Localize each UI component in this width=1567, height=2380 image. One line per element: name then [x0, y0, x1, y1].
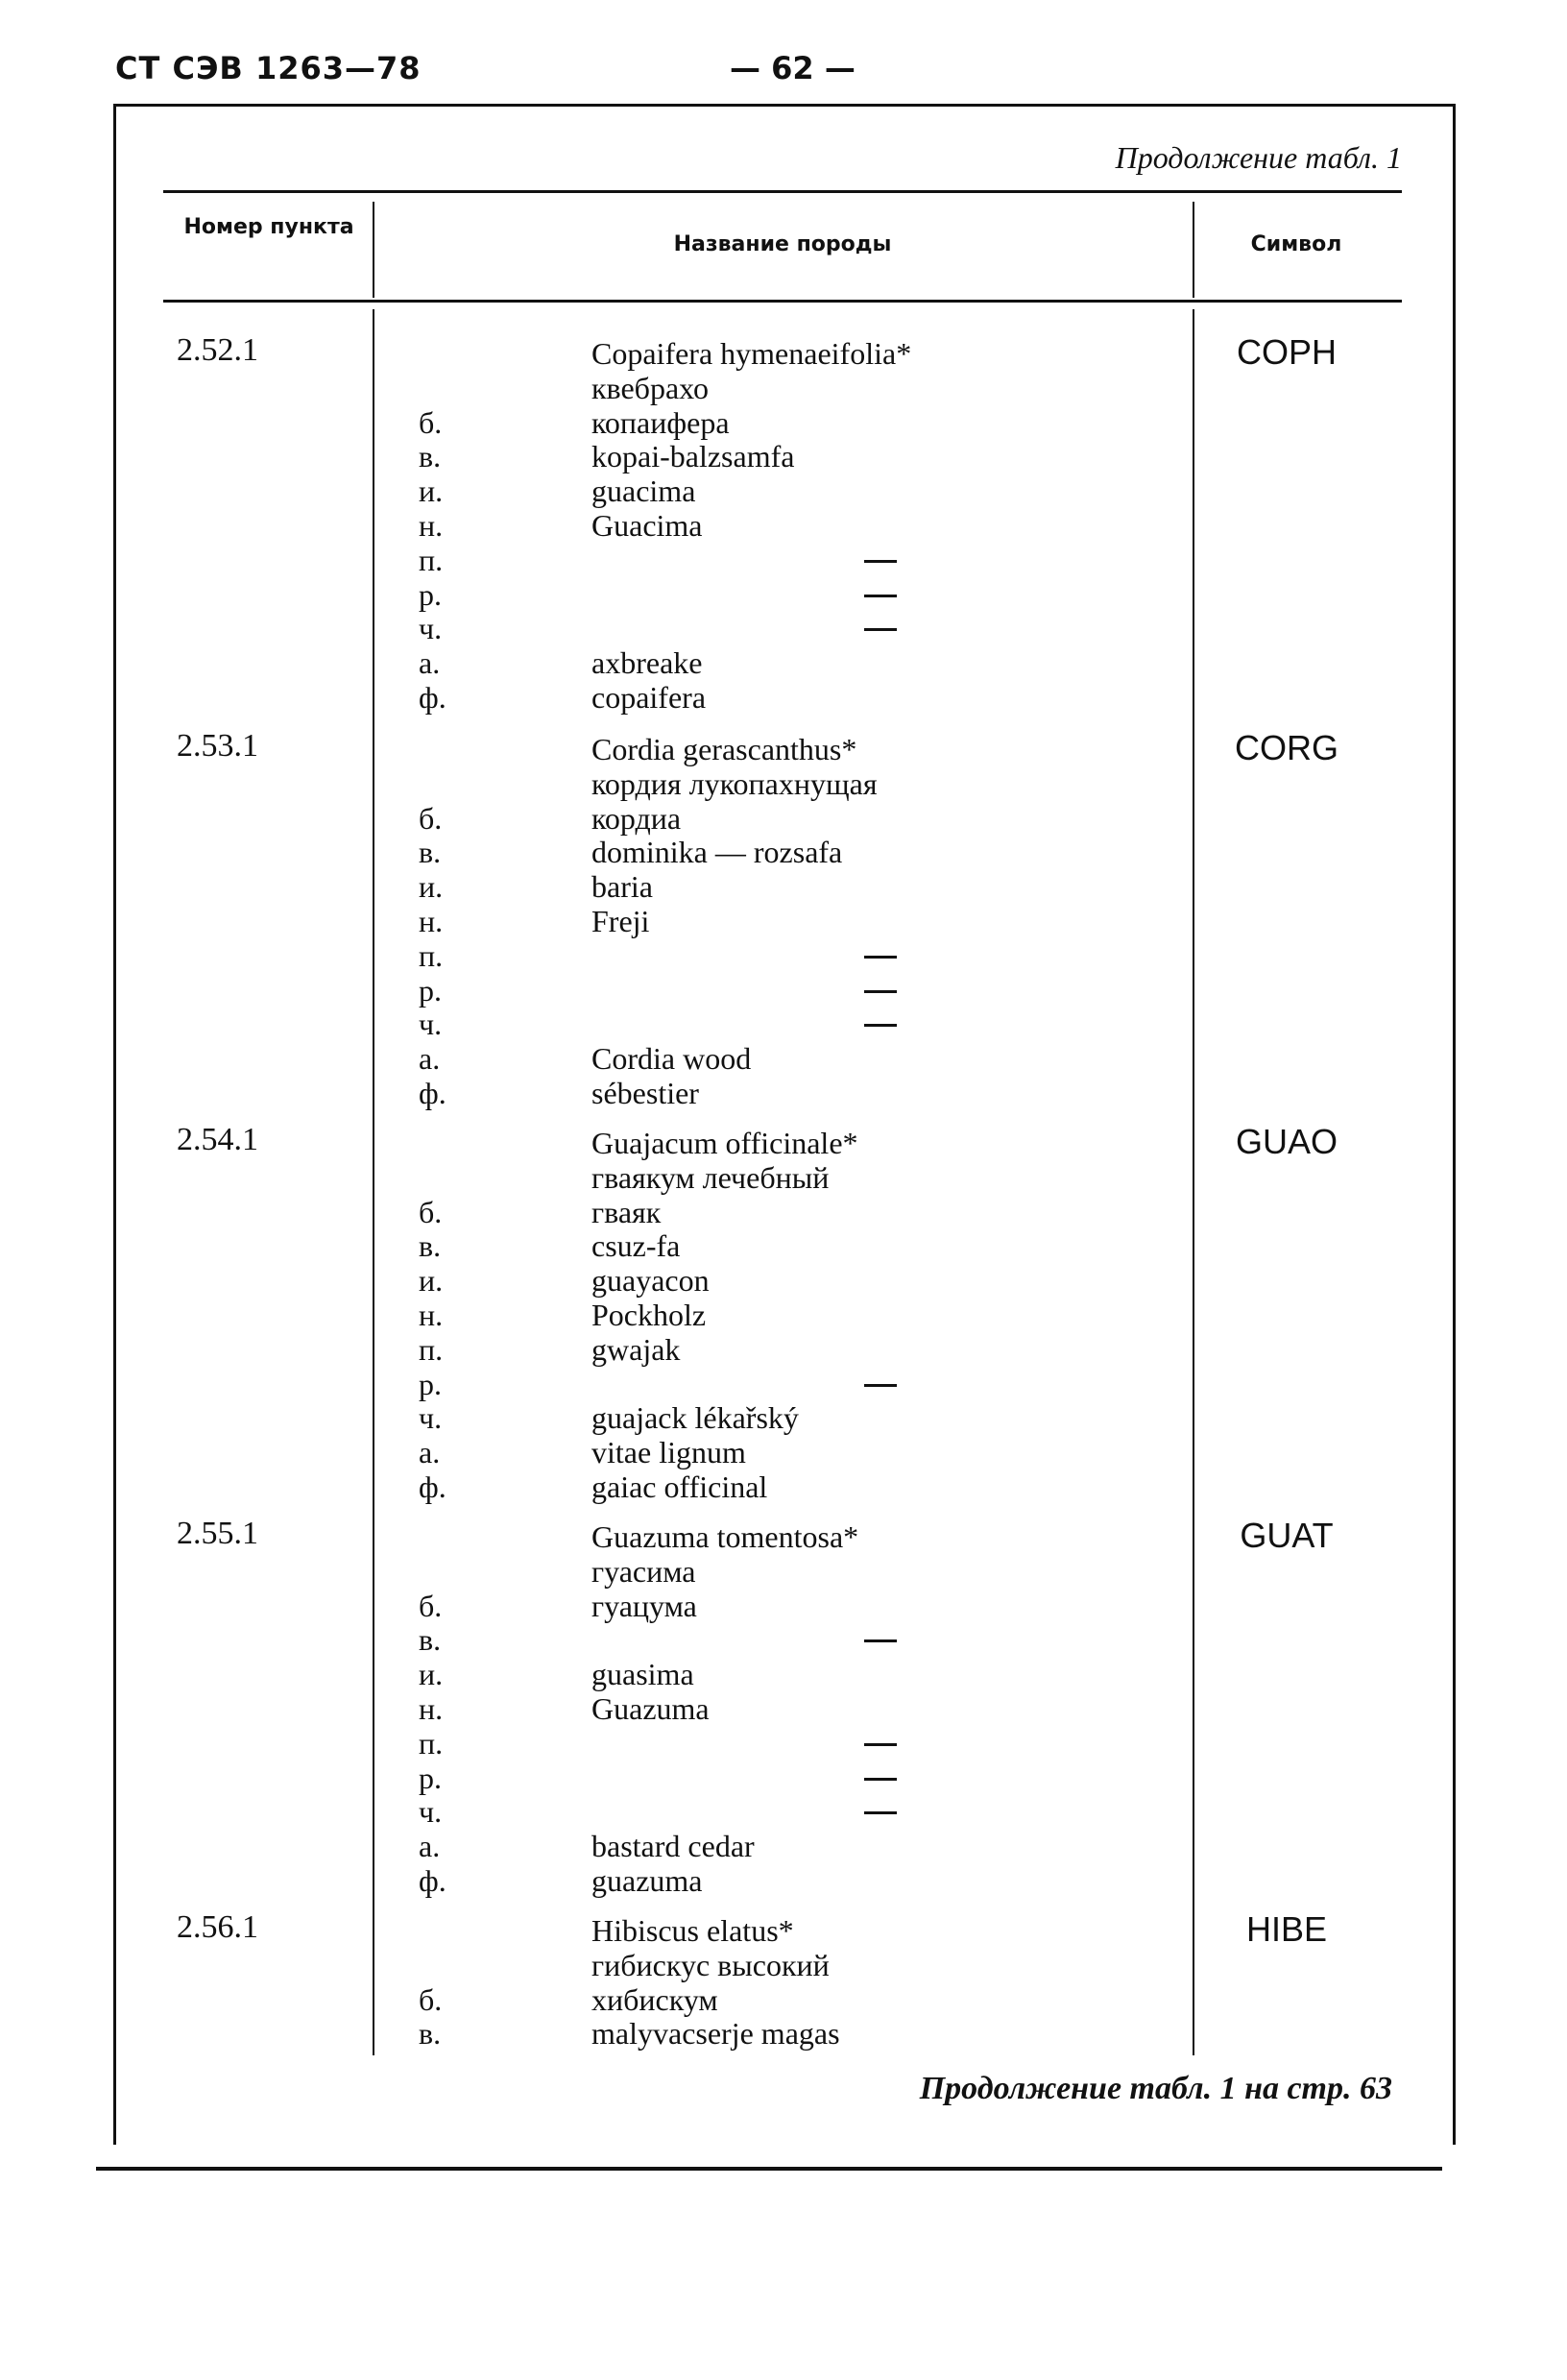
- species-local-name: guayacon: [591, 1263, 710, 1299]
- no-name-dash: [864, 1639, 897, 1642]
- species-local-name: sébestier: [591, 1076, 699, 1110]
- page-number: — 62 —: [730, 50, 856, 86]
- language-code: п.: [419, 542, 444, 577]
- header-divider-2: [1193, 202, 1194, 298]
- entry-symbol: HIBE: [1245, 1909, 1328, 1949]
- entry-number: 2.55.1: [177, 1516, 258, 1551]
- species-local-name: хибискум: [591, 1981, 718, 2017]
- entry-symbol: GUAO: [1235, 1122, 1338, 1161]
- language-code: н.: [419, 508, 444, 543]
- language-code: ч.: [419, 1400, 443, 1436]
- table-continuation-heading: Продолжение табл. 1: [1115, 140, 1402, 175]
- species-local-name: bastard cedar: [591, 1829, 755, 1864]
- language-code: п.: [419, 1331, 444, 1367]
- species-latin-name: Cordia gerascanthus*: [591, 732, 857, 766]
- no-name-dash: [864, 1384, 897, 1387]
- language-code: б.: [419, 800, 443, 836]
- species-local-name: csuz-fa: [591, 1228, 681, 1264]
- no-name-dash: [864, 956, 897, 959]
- species-local-name: guajack lékařský: [591, 1400, 799, 1436]
- species-local-name: гуасима: [591, 1553, 696, 1589]
- entry-symbol: COPH: [1236, 332, 1337, 372]
- species-local-name: guacima: [591, 474, 696, 509]
- language-code: ф.: [419, 1469, 446, 1504]
- no-name-dash: [864, 1778, 897, 1781]
- language-code: р.: [419, 1366, 442, 1401]
- species-local-name: malyvacserje magas: [591, 2016, 840, 2052]
- language-code: а.: [419, 645, 441, 681]
- language-code: а.: [419, 1829, 441, 1864]
- no-name-dash: [864, 628, 897, 631]
- language-code: ф.: [419, 1863, 446, 1898]
- entry-number: 2.52.1: [177, 332, 258, 368]
- species-local-name: Guacima: [591, 508, 703, 543]
- language-code: и.: [419, 474, 444, 509]
- species-local-name: Pockholz: [591, 1298, 707, 1332]
- language-code: в.: [419, 2016, 442, 2052]
- table-continuation-footer: Продолжение табл. 1 на стр. 63: [919, 2071, 1392, 2106]
- no-name-dash: [864, 595, 897, 597]
- frame-right-border: [1453, 104, 1456, 2145]
- language-code: ф.: [419, 680, 446, 715]
- language-code: н.: [419, 1691, 444, 1726]
- column-divider-1: [373, 309, 374, 2055]
- language-code: б.: [419, 1194, 443, 1229]
- species-local-name: Cordia wood: [591, 1041, 752, 1077]
- no-name-dash: [864, 560, 897, 563]
- language-code: б.: [419, 1981, 443, 2017]
- entry-number: 2.56.1: [177, 1909, 258, 1945]
- language-code: б.: [419, 1588, 443, 1623]
- language-code: б.: [419, 404, 443, 440]
- entry-number: 2.53.1: [177, 728, 258, 764]
- species-local-name: копаифера: [591, 404, 730, 440]
- species-latin-name: Hibiscus elatus*: [591, 1913, 794, 1948]
- standard-code: СТ СЭВ 1263—78: [115, 50, 422, 86]
- species-local-name: guazuma: [591, 1863, 703, 1898]
- column-header-number: Номер пункта: [183, 215, 354, 239]
- species-latin-name: Copaifera hymenaeifolia*: [591, 336, 912, 371]
- species-local-name: гибискус высокий: [591, 1947, 830, 1982]
- language-code: в.: [419, 439, 442, 474]
- species-local-name: кордия лукопахнущая: [591, 765, 878, 801]
- entry-number: 2.54.1: [177, 1122, 258, 1157]
- language-code: р.: [419, 576, 442, 612]
- language-code: а.: [419, 1041, 441, 1077]
- language-code: ч.: [419, 611, 443, 646]
- language-code: в.: [419, 835, 442, 870]
- frame-bottom-border: [96, 2167, 1442, 2171]
- column-divider-2: [1193, 309, 1194, 2055]
- species-local-name: axbreake: [591, 645, 703, 681]
- species-local-name: Guazuma: [591, 1691, 710, 1726]
- entry-symbol: GUAT: [1240, 1516, 1334, 1555]
- column-header-symbol: Символ: [1250, 232, 1342, 256]
- species-latin-name: Guajacum officinale*: [591, 1126, 858, 1160]
- no-name-dash: [864, 1743, 897, 1746]
- language-code: в.: [419, 1622, 442, 1658]
- table-header-bottom-rule: [163, 300, 1402, 303]
- language-code: ч.: [419, 1007, 443, 1042]
- species-latin-name: Guazuma tomentosa*: [591, 1519, 859, 1554]
- species-local-name: guasima: [591, 1657, 694, 1692]
- species-local-name: gaiac officinal: [591, 1469, 768, 1504]
- species-local-name: гуацума: [591, 1588, 697, 1623]
- species-local-name: квебрахо: [591, 370, 709, 405]
- language-code: п.: [419, 937, 444, 973]
- species-local-name: гваякум лечебный: [591, 1159, 830, 1195]
- column-header-name: Название породы: [673, 232, 892, 256]
- language-code: н.: [419, 1298, 444, 1332]
- species-local-name: dominika — rozsafa: [591, 835, 843, 870]
- language-code: ф.: [419, 1076, 446, 1110]
- no-name-dash: [864, 990, 897, 993]
- no-name-dash: [864, 1811, 897, 1814]
- language-code: в.: [419, 1228, 442, 1264]
- species-local-name: кордиа: [591, 800, 682, 836]
- species-local-name: vitae lignum: [591, 1435, 746, 1470]
- language-code: и.: [419, 869, 444, 905]
- species-local-name: copaifera: [591, 680, 707, 715]
- species-local-name: gwajak: [591, 1331, 681, 1367]
- entry-symbol: CORG: [1235, 728, 1338, 767]
- language-code: и.: [419, 1263, 444, 1299]
- language-code: и.: [419, 1657, 444, 1692]
- language-code: п.: [419, 1725, 444, 1761]
- frame-left-border: [113, 104, 116, 2145]
- language-code: н.: [419, 904, 444, 938]
- language-code: ч.: [419, 1794, 443, 1830]
- species-local-name: kopai-balzsamfa: [591, 439, 795, 474]
- language-code: р.: [419, 1760, 442, 1795]
- header-divider-1: [373, 202, 374, 298]
- species-local-name: гваяк: [591, 1194, 662, 1229]
- species-local-name: Freji: [591, 904, 650, 938]
- frame-top-border: [113, 104, 1456, 107]
- language-code: р.: [419, 972, 442, 1008]
- species-local-name: baria: [591, 869, 653, 905]
- language-code: а.: [419, 1435, 441, 1470]
- no-name-dash: [864, 1024, 897, 1027]
- table-header-top-rule: [163, 190, 1402, 193]
